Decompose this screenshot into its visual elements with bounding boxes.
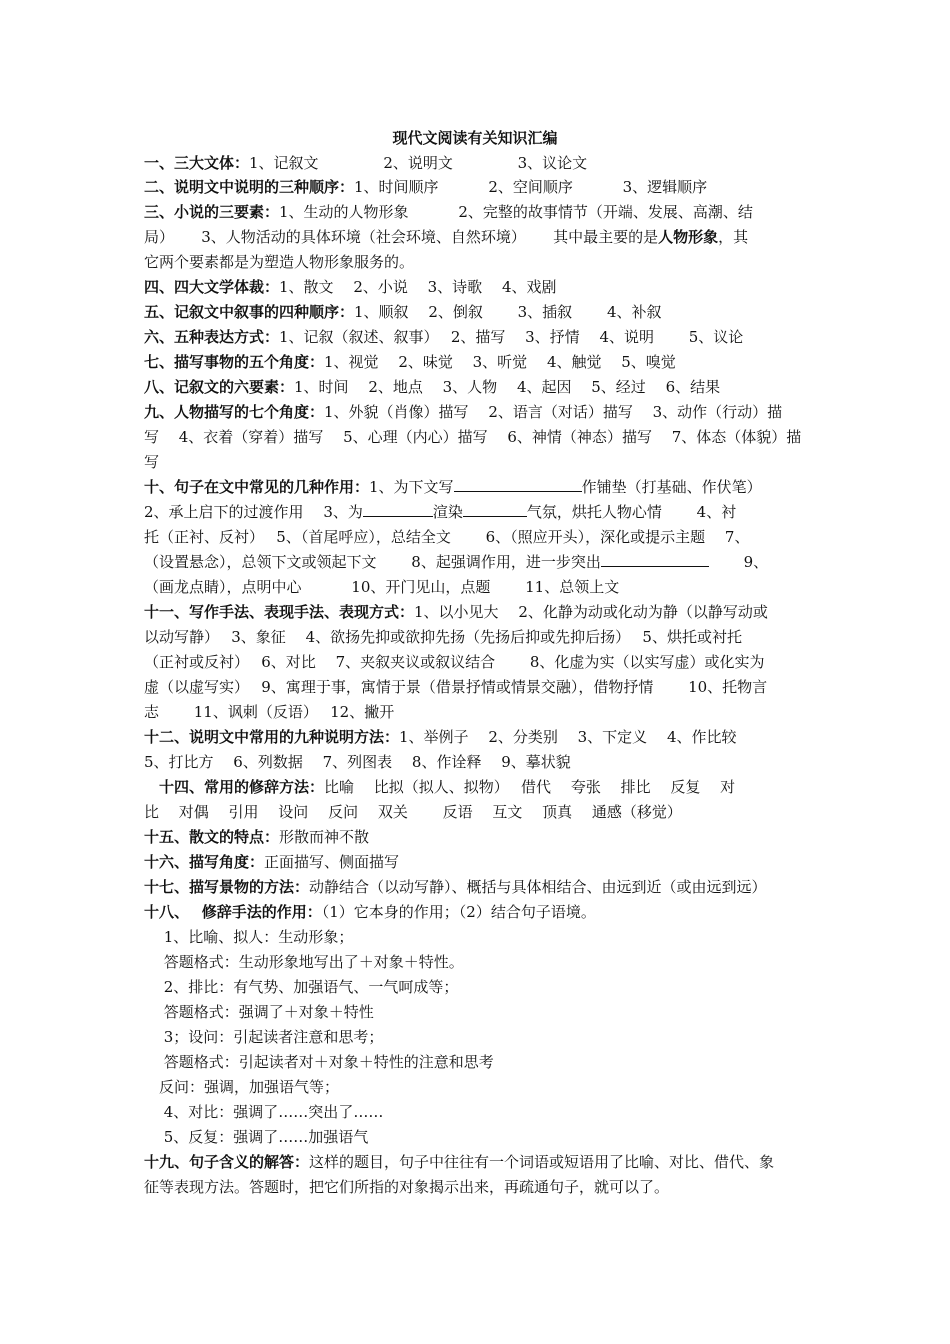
text-line (144, 453, 816, 471)
text-line (144, 728, 816, 746)
line-text: 正面描写、侧面描写 (264, 853, 400, 871)
line-text: ，其 (718, 228, 749, 246)
text-line (144, 1078, 816, 1096)
text-line (144, 478, 816, 496)
section-heading: 四、四大文学体裁： (144, 278, 280, 296)
text-line (144, 928, 816, 946)
line-text: 4、对比：强调了……突出了…… (144, 1103, 384, 1121)
line-text: 5、反复：强调了……加强语气 (144, 1128, 369, 1146)
section-heading: 八、记叙文的六要素： (144, 378, 295, 396)
text-line (144, 378, 816, 396)
text-line (144, 553, 816, 571)
section-heading: 七、描写事物的五个角度： (144, 353, 325, 371)
line-text: 气氛，烘托人物心情 4、衬 (526, 503, 737, 521)
line-text: 动静结合（以动写静）、概括与具体相结合、由远到近（或由远到远） (309, 878, 767, 896)
text-line (144, 753, 816, 771)
text-line (144, 803, 816, 821)
line-text: 1、比喻、拟人：生动形象； (144, 928, 354, 946)
text-line (144, 1053, 816, 1071)
line-text: 答题格式：生动形象地写出了＋对象＋特性。 (144, 953, 464, 971)
section-heading: 十五、散文的特点： (144, 828, 280, 846)
text-line (144, 1153, 816, 1171)
text-line (144, 828, 816, 846)
text-line (144, 628, 816, 646)
section-heading: 十八、 修辞手法的作用： (144, 903, 322, 921)
line-text: （正衬或反衬） 6、对比 7、夹叙夹议或叙议结合 8、化虚为实（以实写虚）或化实为 (144, 653, 765, 671)
text-line (144, 353, 816, 371)
line-text: 反问：强调，加强语气等； (144, 1078, 340, 1096)
text-line (144, 1028, 816, 1046)
emphasis-text: 人物形象 (658, 228, 719, 246)
line-text: 1、生动的人物形象 2、完整的故事情节（开端、发展、高潮、结 (279, 203, 753, 221)
line-text: 比 对偶 引用 设问 反问 双关 反语 互文 顶真 通感（移觉） (144, 803, 682, 821)
line-text: （设置悬念），总领下文或领起下文 8、起强调作用，进一步突出 (144, 553, 601, 571)
text-line (144, 878, 816, 896)
fill-in-blank (601, 553, 709, 567)
line-text: 征等表现方法。答题时，把它们所指的对象揭示出来，再疏通句子，就可以了。 (144, 1178, 670, 1196)
section-heading: 十七、描写景物的方法： (144, 878, 310, 896)
text-line (144, 1103, 816, 1121)
line-text: （1）它本身的作用；（2）结合句子语境。 (321, 903, 596, 921)
line-text: 写 (144, 453, 160, 471)
line-text: 3；设问：引起读者注意和思考； (144, 1028, 384, 1046)
text-line (144, 278, 816, 296)
line-text: 1、记叙（叙述、叙事） 2、描写 3、抒情 4、说明 5、议论 (279, 328, 744, 346)
text-line (144, 403, 816, 421)
text-line (144, 203, 816, 221)
line-text: 1、记叙文 2、说明文 3、议论文 (249, 154, 588, 172)
line-text: 5、打比方 6、列数据 7、列图表 8、作诠释 9、摹状貌 (144, 753, 571, 771)
section-heading: 十六、描写角度： (144, 853, 265, 871)
line-text: 1、为下文写 (369, 478, 454, 496)
line-text: 局） 3、人物活动的具体环境（社会环境、自然环境） 其中最主要的是 (144, 228, 659, 246)
text-line (144, 978, 816, 996)
line-text: 志 11、讽刺（反语） 12、撇开 (144, 703, 395, 721)
line-text: 1、散文 2、小说 3、诗歌 4、戏剧 (279, 278, 557, 296)
fill-in-blank (363, 503, 433, 517)
line-text: 1、外貌（肖像）描写 2、语言（对话）描写 3、动作（行动）描 (324, 403, 783, 421)
line-text: 形散而神不散 (279, 828, 370, 846)
text-line (144, 778, 816, 796)
document-title: 现代文阅读有关知识汇编 (392, 129, 558, 147)
line-text: 虚（以虚写实） 9、寓理于事，寓情于景（借景抒情或情景交融），借物抒情 10、托物言 (144, 678, 768, 696)
text-line (144, 178, 816, 196)
line-text: 2、承上启下的过渡作用 3、为 (144, 503, 363, 521)
section-heading: 十一、写作手法、表现手法、表现方式： (144, 603, 415, 621)
line-text: 渲染 (432, 503, 463, 521)
line-text: 以动写静） 3、象征 4、欲扬先抑或欲抑先扬（先扬后抑或先抑后扬） 5、烘托或衬托 (144, 628, 742, 646)
section-heading: 三、小说的三要素： (144, 203, 280, 221)
line-text: 1、时间顺序 2、空间顺序 3、逻辑顺序 (354, 178, 708, 196)
text-line (144, 678, 816, 696)
line-text: 比喻 比拟（拟人、拟物） 借代 夸张 排比 反复 对 (324, 778, 736, 796)
line-text: 1、顺叙 2、倒叙 3、插叙 4、补叙 (354, 303, 662, 321)
line-text: 1、视觉 2、味觉 3、听觉 4、触觉 5、嗅觉 (324, 353, 676, 371)
line-text: 作铺垫（打基础、作伏笔） (581, 478, 762, 496)
text-line (144, 528, 816, 546)
text-line (144, 303, 816, 321)
text-line (144, 1128, 816, 1146)
section-heading: 十九、句子含义的解答： (144, 1153, 310, 1171)
line-text: 答题格式：引起读者对＋对象＋特性的注意和思考 (144, 1053, 494, 1071)
text-line (144, 154, 816, 172)
text-line (144, 703, 816, 721)
text-line (144, 1003, 816, 1021)
section-heading: 十四、常用的修辞方法： (144, 778, 325, 796)
fill-in-blank (454, 478, 582, 492)
line-text: 2、排比：有气势、加强语气、一气呵成等； (144, 978, 459, 996)
line-text: （画龙点睛），点明中心 10、开门见山，点题 11、总领上文 (144, 578, 620, 596)
line-text: 1、时间 2、地点 3、人物 4、起因 5、经过 6、结果 (294, 378, 721, 396)
text-line (144, 503, 816, 521)
line-text: 托（正衬、反衬） 5、（首尾呼应），总结全文 6、（照应开头），深化或提示主题 7、 (144, 528, 750, 546)
line-text: 1、举例子 2、分类别 3、下定义 4、作比较 (399, 728, 737, 746)
section-heading: 十二、说明文中常用的九种说明方法： (144, 728, 400, 746)
line-text: 这样的题目，句子中往往有一个词语或短语用了比喻、对比、借代、象 (309, 1153, 775, 1171)
text-line (144, 578, 816, 596)
text-line (144, 853, 816, 871)
line-text: 它两个要素都是为塑造人物形象服务的。 (144, 253, 415, 271)
section-heading: 九、人物描写的七个角度： (144, 403, 325, 421)
text-line (144, 903, 816, 921)
text-line (144, 428, 816, 446)
text-line (144, 253, 816, 271)
line-text: 9、 (708, 553, 769, 571)
text-line (144, 1178, 816, 1196)
section-heading: 六、五种表达方式： (144, 328, 280, 346)
section-heading: 一、三大文体： (144, 154, 250, 172)
text-line (144, 953, 816, 971)
text-line (144, 328, 816, 346)
text-line (144, 228, 816, 246)
section-heading: 五、记叙文中叙事的四种顺序： (144, 303, 355, 321)
section-heading: 二、说明文中说明的三种顺序： (144, 178, 355, 196)
fill-in-blank (463, 503, 527, 517)
line-text: 1、以小见大 2、化静为动或化动为静（以静写动或 (414, 603, 768, 621)
line-text: 答题格式：强调了＋对象＋特性 (144, 1003, 374, 1021)
line-text: 写 4、衣着（穿着）描写 5、心理（内心）描写 6、神情（神态）描写 7、体态（体貌）描 (144, 428, 802, 446)
text-line (144, 603, 816, 621)
section-heading: 十、句子在文中常见的几种作用： (144, 478, 370, 496)
text-line (144, 653, 816, 671)
